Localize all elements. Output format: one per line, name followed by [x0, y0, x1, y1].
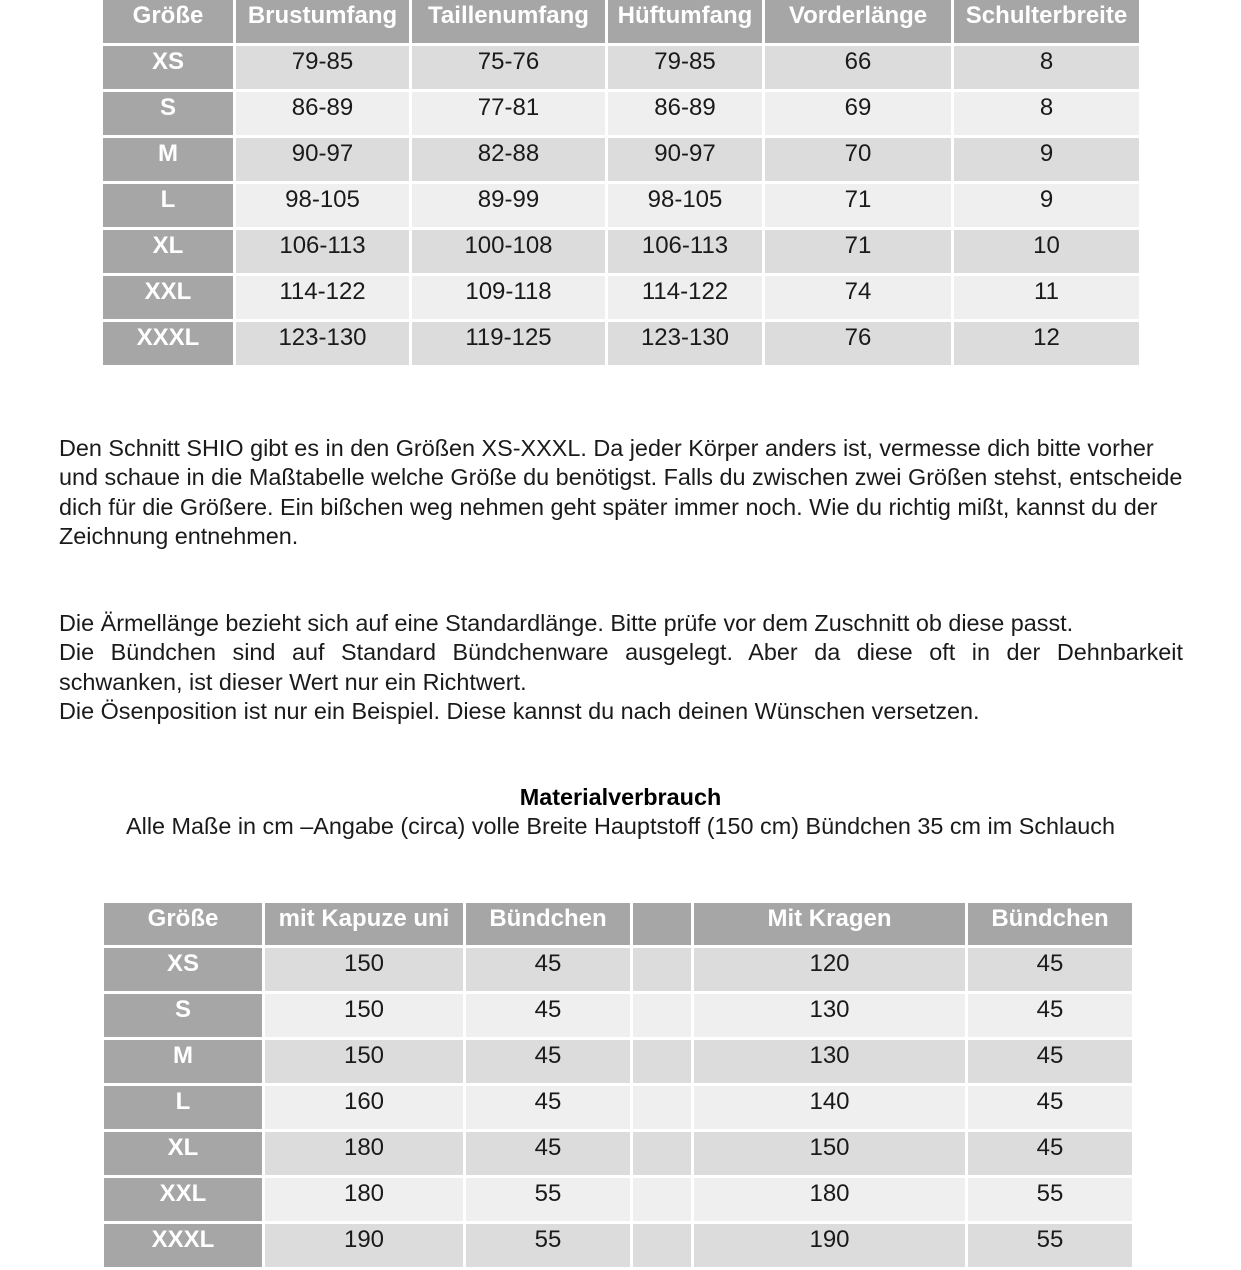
table-cell: 82-88	[412, 138, 605, 181]
table-cell: 130	[694, 1040, 965, 1083]
table-cell	[633, 1178, 691, 1221]
table-cell: 106-113	[608, 230, 762, 273]
table-row	[103, 322, 1139, 365]
table-cell: 114-122	[236, 276, 409, 319]
header-front-length: Vorderlänge	[765, 0, 951, 43]
table-cell: 55	[968, 1224, 1132, 1267]
material-table	[101, 900, 1135, 1270]
table-cell: 75-76	[412, 46, 605, 89]
size-label: XL	[103, 230, 233, 273]
notes-line: Die Ösenposition ist nur ein Beispiel. Diese kannst du nach deinen Wünschen versetzen.	[59, 697, 980, 724]
size-label: M	[104, 1040, 262, 1083]
table-cell: 150	[265, 1040, 463, 1083]
table-cell: 55	[466, 1178, 630, 1221]
table-row	[103, 138, 1139, 181]
size-label: XL	[104, 1132, 262, 1175]
table-cell: 160	[265, 1086, 463, 1129]
size-info-paragraph: Den Schnitt SHIO gibt es in den Größen XS-XXXL. Da jeder Körper anders ist, vermesse dich bitte vorher und schaue in die Maßtabelle welche Größe du benötigst. Falls du zwischen zwei Größen stehst, entscheide dich für die Größere. Ein bißchen weg nehmen geht später immer noch. Wie du richtig mißt, kannst du der Zeichnung entnehmen.	[59, 435, 1183, 549]
header-size: Größe	[104, 903, 262, 945]
table-cell: 45	[466, 1132, 630, 1175]
table-cell: 109-118	[412, 276, 605, 319]
table-cell: 8	[954, 46, 1139, 89]
size-label: L	[104, 1086, 262, 1129]
size-label: S	[103, 92, 233, 135]
table-cell: 69	[765, 92, 951, 135]
header-hip: Hüftumfang	[608, 0, 762, 43]
size-label: XXL	[103, 276, 233, 319]
table-cell: 10	[954, 230, 1139, 273]
material-table-header-row	[104, 903, 1132, 945]
table-row	[103, 276, 1139, 319]
table-cell	[633, 1040, 691, 1083]
header-collar: Mit Kragen	[694, 903, 965, 945]
table-cell: 12	[954, 322, 1139, 365]
table-cell: 140	[694, 1086, 965, 1129]
table-cell: 180	[265, 1132, 463, 1175]
table-cell: 130	[694, 994, 965, 1037]
notes-paragraph	[59, 609, 1183, 726]
table-cell: 66	[765, 46, 951, 89]
size-label: XXL	[104, 1178, 262, 1221]
table-cell: 9	[954, 138, 1139, 181]
material-heading: Materialverbrauch	[519, 784, 722, 810]
table-cell: 90-97	[608, 138, 762, 181]
table-cell: 190	[694, 1224, 965, 1267]
table-cell: 180	[694, 1178, 965, 1221]
header-cuffs: Bündchen	[968, 903, 1132, 945]
header-empty	[633, 903, 691, 945]
table-cell: 98-105	[236, 184, 409, 227]
table-cell	[633, 1224, 691, 1267]
table-row	[103, 46, 1139, 89]
table-cell: 119-125	[412, 322, 605, 365]
table-cell: 114-122	[608, 276, 762, 319]
table-row	[104, 994, 1132, 1037]
table-cell: 120	[694, 948, 965, 991]
table-cell	[633, 1086, 691, 1129]
table-cell: 86-89	[608, 92, 762, 135]
table-cell: 55	[466, 1224, 630, 1267]
header-chest: Brustumfang	[236, 0, 409, 43]
table-row	[104, 1132, 1132, 1175]
size-label: XS	[103, 46, 233, 89]
size-label: XXXL	[104, 1224, 262, 1267]
table-row	[103, 184, 1139, 227]
table-cell: 90-97	[236, 138, 409, 181]
notes-line: schwanken, ist dieser Wert nur ein Richtwert.	[59, 668, 527, 695]
table-cell: 123-130	[236, 322, 409, 365]
table-row	[104, 1224, 1132, 1267]
header-cuffs: Bündchen	[466, 903, 630, 945]
table-cell: 45	[466, 1086, 630, 1129]
size-label: L	[103, 184, 233, 227]
table-cell: 150	[694, 1132, 965, 1175]
header-hood: mit Kapuze uni	[265, 903, 463, 945]
table-row	[103, 230, 1139, 273]
table-cell: 79-85	[236, 46, 409, 89]
table-cell: 71	[765, 184, 951, 227]
header-waist: Taillenumfang	[412, 0, 605, 43]
table-row	[104, 1178, 1132, 1221]
table-cell: 11	[954, 276, 1139, 319]
table-cell: 45	[968, 994, 1132, 1037]
table-cell: 45	[466, 948, 630, 991]
size-label: S	[104, 994, 262, 1037]
notes-line: Die Ärmellänge bezieht sich auf eine Standardlänge. Bitte prüfe vor dem Zuschnitt ob diese passt.	[59, 610, 1074, 636]
table-cell: 45	[968, 1086, 1132, 1129]
table-cell: 79-85	[608, 46, 762, 89]
table-cell: 71	[765, 230, 951, 273]
table-cell: 76	[765, 322, 951, 365]
material-subtitle: Alle Maße in cm –Angabe (circa) volle Breite Hauptstoff (150 cm) Bündchen 35 cm im Schlauch	[126, 813, 1115, 839]
table-cell: 45	[466, 994, 630, 1037]
size-label: M	[103, 138, 233, 181]
header-shoulder-width: Schulterbreite	[954, 0, 1139, 43]
table-cell	[633, 948, 691, 991]
table-cell: 45	[968, 1132, 1132, 1175]
table-cell: 98-105	[608, 184, 762, 227]
size-table	[100, 0, 1142, 368]
table-cell: 74	[765, 276, 951, 319]
table-cell: 106-113	[236, 230, 409, 273]
table-row	[104, 1040, 1132, 1083]
table-cell: 123-130	[608, 322, 762, 365]
size-label: XXXL	[103, 322, 233, 365]
table-cell: 180	[265, 1178, 463, 1221]
table-cell: 86-89	[236, 92, 409, 135]
table-cell: 150	[265, 994, 463, 1037]
size-table-header-row	[103, 0, 1139, 43]
table-cell: 55	[968, 1178, 1132, 1221]
table-row	[103, 92, 1139, 135]
table-cell: 89-99	[412, 184, 605, 227]
table-cell	[633, 1132, 691, 1175]
table-cell: 9	[954, 184, 1139, 227]
table-row	[104, 1086, 1132, 1129]
table-cell: 150	[265, 948, 463, 991]
header-size: Größe	[103, 0, 233, 43]
table-row	[104, 948, 1132, 991]
notes-line: Die Bündchen sind auf Standard Bündchenware ausgelegt. Aber da diese oft in der Dehnbarkeit	[59, 639, 1183, 666]
table-cell: 8	[954, 92, 1139, 135]
table-cell: 45	[968, 948, 1132, 991]
table-cell: 70	[765, 138, 951, 181]
table-cell: 100-108	[412, 230, 605, 273]
table-cell: 45	[466, 1040, 630, 1083]
table-cell: 45	[968, 1040, 1132, 1083]
table-cell: 190	[265, 1224, 463, 1267]
size-label: XS	[104, 948, 262, 991]
table-cell	[633, 994, 691, 1037]
table-cell: 77-81	[412, 92, 605, 135]
